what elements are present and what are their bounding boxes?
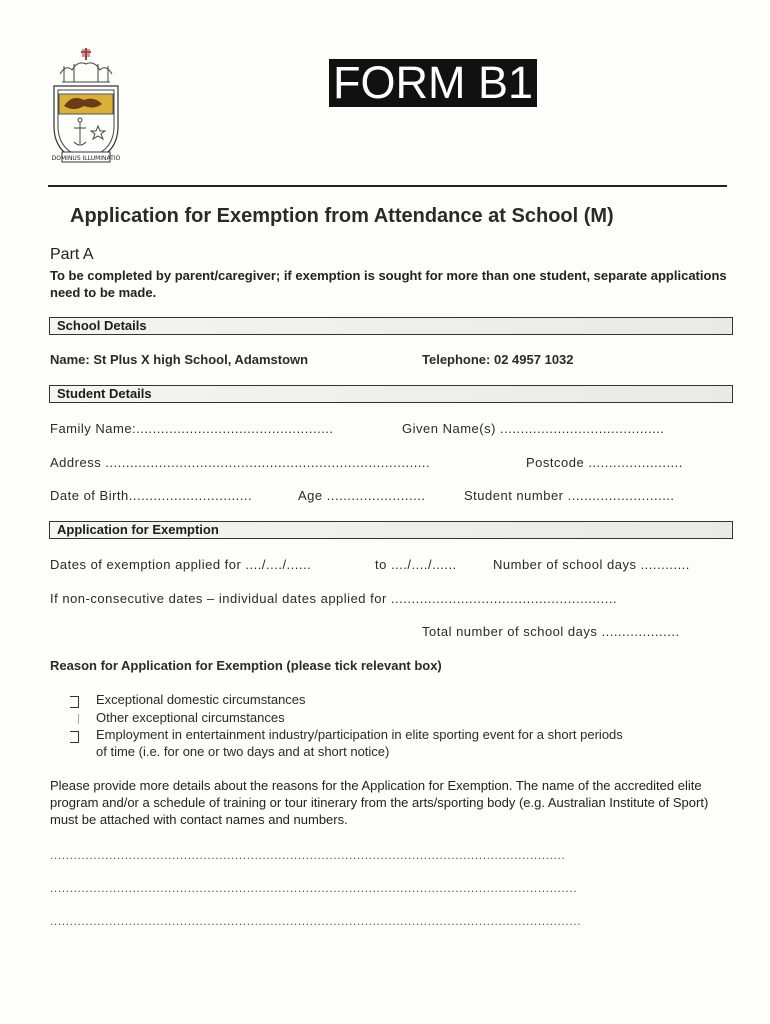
address-field[interactable]: Address ............................................................................... bbox=[50, 455, 431, 470]
age-field[interactable]: Age ........................ bbox=[298, 488, 426, 503]
details-instructions: Please provide more details about the reasons for the Application for Exemption. The name of the accredited elite program and/or a schedule of training or tour itinerary from the arts/sporting body (e.g. Australian Institute of Sport) must be attached with contact names and numbers. bbox=[50, 778, 709, 827]
reason-entertainment-sporting-cont: of time (i.e. for one or two days and at short notice) bbox=[96, 744, 390, 759]
intro-instructions: To be completed by parent/caregiver; if exemption is sought for more than one student, separate applications need to be made. bbox=[50, 268, 727, 300]
reason-heading: Reason for Application for Exemption (please tick relevant box) bbox=[50, 658, 442, 673]
family-name-field[interactable]: Family Name:................................................ bbox=[50, 421, 334, 436]
details-line-3[interactable]: ....................................................................................................................................... bbox=[50, 914, 582, 928]
section-student-details: Student Details bbox=[49, 385, 733, 403]
reason-other-circumstances: Other exceptional circumstances bbox=[96, 710, 285, 725]
date-of-birth-field[interactable]: Date of Birth.............................. bbox=[50, 488, 253, 503]
crest-motto: DOMINUS ILLUMINATIO bbox=[51, 155, 121, 162]
non-consecutive-dates-field[interactable]: If non-consecutive dates – individual dates applied for ....................................................... bbox=[50, 591, 618, 606]
postcode-field[interactable]: Postcode ....................... bbox=[526, 455, 683, 470]
part-heading: Part A bbox=[50, 246, 94, 263]
form-label: FORM B1 bbox=[329, 59, 537, 107]
details-line-2[interactable]: ...................................................................................................................................... bbox=[50, 881, 578, 895]
exemption-to-date-field[interactable]: to ..../..../...... bbox=[375, 557, 457, 572]
checkbox-other-circumstances[interactable] bbox=[70, 714, 79, 724]
details-line-1[interactable]: ................................................................................................................................... bbox=[50, 848, 566, 862]
school-name: Name: St Plus X high School, Adamstown bbox=[50, 352, 309, 367]
checkbox-entertainment-sporting[interactable] bbox=[70, 731, 79, 743]
given-names-field[interactable]: Given Name(s) ........................................ bbox=[402, 421, 665, 436]
section-school-details: School Details bbox=[49, 317, 733, 335]
reason-entertainment-sporting: Employment in entertainment industry/participation in elite sporting event for a short periods bbox=[96, 727, 623, 742]
school-crest-logo bbox=[50, 46, 122, 166]
school-telephone: Telephone: 02 4957 1032 bbox=[422, 352, 574, 367]
page-title: Application for Exemption from Attendance at School (M) bbox=[70, 205, 614, 227]
total-school-days-field[interactable]: Total number of school days ................... bbox=[422, 624, 680, 639]
exemption-dates-field[interactable]: Dates of exemption applied for ..../..../...... bbox=[50, 557, 312, 572]
reason-domestic-circumstances: Exceptional domestic circumstances bbox=[96, 692, 306, 707]
checkbox-domestic-circumstances[interactable] bbox=[70, 696, 79, 708]
student-number-field[interactable]: Student number .......................... bbox=[464, 488, 675, 503]
section-application-for-exemption: Application for Exemption bbox=[49, 521, 733, 539]
header-divider bbox=[48, 185, 727, 187]
number-of-school-days-field[interactable]: Number of school days ............ bbox=[493, 557, 690, 572]
